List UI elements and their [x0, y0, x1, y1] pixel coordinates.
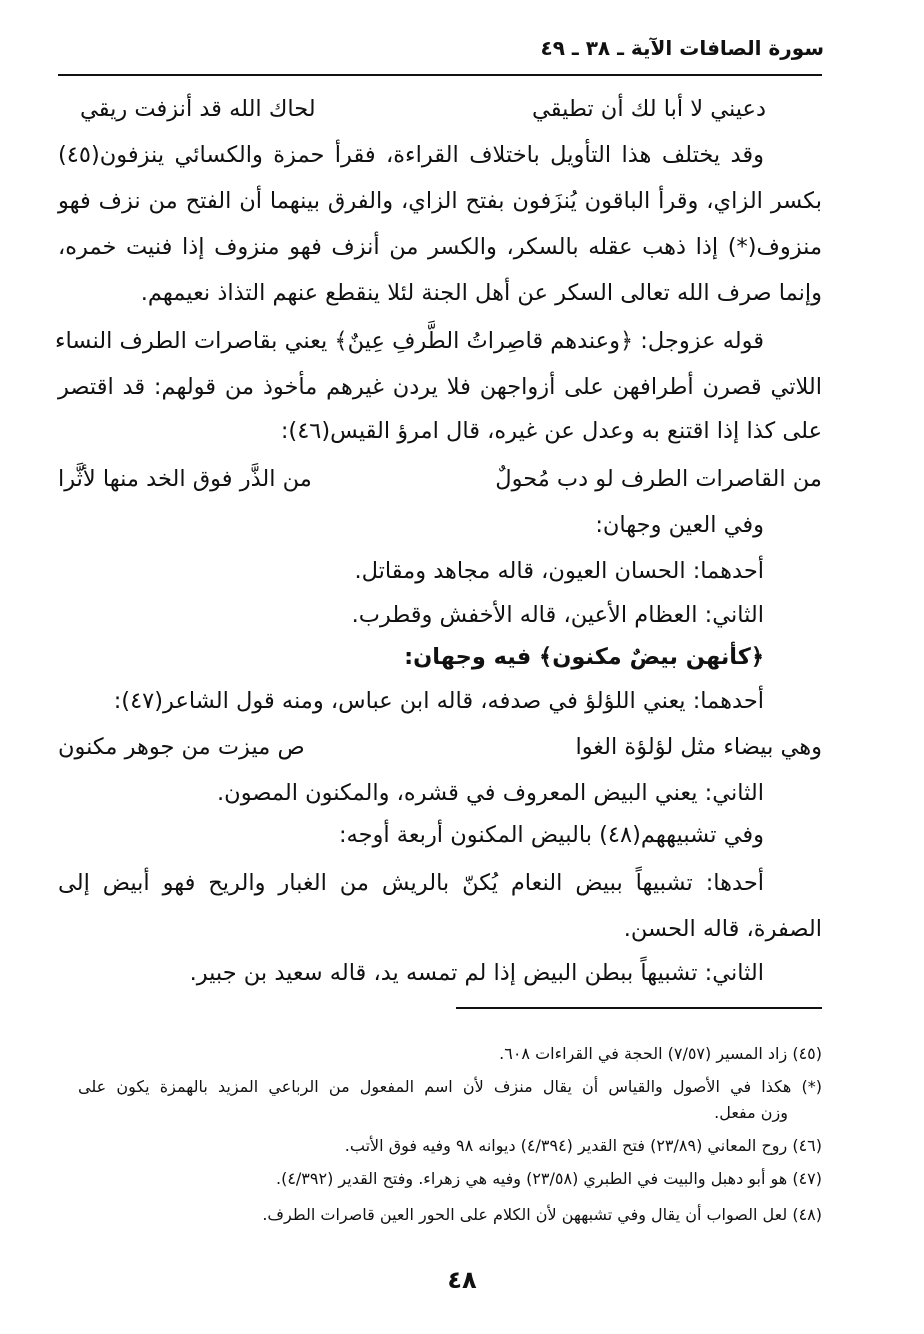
verse-second-hemistich: لحاك الله قد أنزفت ريقي: [80, 96, 316, 122]
page-header-title: سورة الصافات الآية ـ ٣٨ ـ ٤٩: [540, 36, 824, 60]
paragraph-line: وفي العين وجهان:: [595, 512, 764, 538]
paragraph-line: الصفرة، قاله الحسن.: [623, 916, 822, 942]
paragraph-line: الثاني: العظام الأعين، قاله الأخفش وقطرب.: [351, 602, 764, 628]
footnote: (٤٥) زاد المسير (٧/٥٧) الحجة في القراءات ٦٠٨.: [499, 1044, 822, 1063]
paragraph-line: اللاتي قصرن أطرافهن على أزواجهن فلا يردن غيرهم مأخوذ من قولهم: قد اقتصر: [58, 374, 822, 400]
paragraph-line: ﴿كأنهن بيضٌ مكنون﴾ فيه وجهان:: [404, 644, 764, 670]
paragraph-line: أحدها: تشبيهاً ببيض النعام يُكنّ بالريش من الغبار والريح فهو أبيض إلى: [58, 870, 764, 896]
footnote-continuation: وزن مفعل.: [714, 1103, 788, 1122]
verse-first-hemistich: من القاصرات الطرف لو دب مُحولٌ: [495, 466, 822, 492]
verse-first-hemistich: وهي بيضاء مثل لؤلؤة الغوا: [575, 734, 822, 760]
verse-second-hemistich: ص ميزت من جوهر مكنون: [58, 734, 305, 760]
paragraph-line: الثاني: تشبيهاً ببطن البيض إذا لم تمسه يد، قاله سعيد بن جبير.: [189, 960, 764, 986]
verse-second-hemistich: من الذَّر فوق الخد منها لأثَّرا: [58, 466, 312, 492]
footnote: (٤٦) روح المعاني (٢٣/٨٩) فتح القدير (٤/٣٩٤) ديوانه ٩٨ وفيه فوق الأتب.: [344, 1136, 822, 1155]
verse-line: [58, 730, 822, 764]
verse-line: [58, 462, 822, 496]
paragraph-line: منزوف(*) إذا ذهب عقله بالسكر، والكسر من أنزف فهو منزوف إذا فنيت خمره،: [58, 234, 822, 260]
paragraph-line: أحدهما: الحسان العيون، قاله مجاهد ومقاتل.: [354, 558, 764, 584]
header-rule: [58, 74, 822, 76]
footnote-separator: [456, 1007, 822, 1009]
paragraph-line: على كذا إذا اقتنع به وعدل عن غيره، قال امرؤ القيس(٤٦):: [280, 418, 822, 444]
paragraph-line: الثاني: يعني البيض المعروف في قشره، والمكنون المصون.: [217, 780, 764, 806]
verse-first-hemistich: دعيني لا أبا لك أن تطيقي: [532, 96, 766, 122]
footnote: (٤٧) هو أبو دهبل والبيت في الطبري (٢٣/٥٨) وفيه هي زهراء. وفتح القدير (٤/٣٩٢).: [275, 1169, 822, 1188]
paragraph-line: قوله عزوجل: ﴿وعندهم قاصِراتُ الطَّرفِ عِينٌ﴾ يعني بقاصرات الطرف النساء: [54, 328, 764, 354]
paragraph-line: وفي تشبيههم(٤٨) بالبيض المكنون أربعة أوجه:: [338, 822, 764, 848]
verse-line: [58, 92, 822, 126]
page-number: ٤٨: [447, 1266, 477, 1294]
paragraph-line: وقد يختلف هذا التأويل باختلاف القراءة، فقرأ حمزة والكسائي ينزفون(٤٥): [58, 142, 764, 168]
paragraph-line: أحدهما: يعني اللؤلؤ في صدفه، قاله ابن عباس، ومنه قول الشاعر(٤٧):: [113, 688, 764, 714]
paragraph-line: بكسر الزاي، وقرأ الباقون يُنزَفون بفتح الزاي، والفرق بينهما أن الفتح من نزف فهو: [58, 188, 822, 214]
footnote: (*) هكذا في الأصول والقياس أن يقال منزف لأن اسم المفعول من الرباعي المزيد بالهمزة يكون على: [78, 1077, 822, 1096]
footnote: (٤٨) لعل الصواب أن يقال وفي تشبههن لأن الكلام على الحور العين قاصرات الطرف.: [262, 1205, 822, 1224]
paragraph-line: وإنما صرف الله تعالى السكر عن أهل الجنة لئلا ينقطع عنهم التذاذ نعيمهم.: [140, 280, 822, 306]
